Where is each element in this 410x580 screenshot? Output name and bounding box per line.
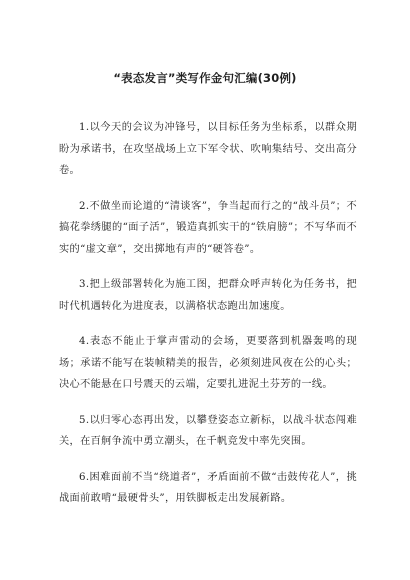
paragraph-4: 4.表态不能止于掌声雷动的会场，更要落到机器轰鸣的现场；承诺不能写在装帧精美的报告，必须刻进风夜在公的心头；决心不能悬在口号震天的云端，定要扎进泥土芬芳的一线。 (59, 336, 357, 390)
paragraph-3: 3.把上级部署转化为施工图，把群众呼声转化为任务书，把时代机遇转化为进度表，以满格状态跑出加速度。 (59, 279, 357, 312)
paragraph-5: 5.以归零心态再出发，以攀登姿态立新标，以战斗状态闯难关，在百舸争流中勇立潮头，在千帆竞发中率先突围。 (59, 414, 357, 447)
paragraph-2: 2.不做坐而论道的“清谈客”，争当起而行之的“战斗员”；不搞花拳绣腿的“面子活”，锻造真抓实干的“铁肩膀”；不写华而不实的“虚文章”，交出掷地有声的“硬答卷”。 (59, 200, 357, 255)
paragraph-6: 6.困难面前不当“绕道者”，矛盾面前不做“击鼓传花人”，挑战面前敢啃“最硬骨头”，用铁脚板走出发展新路。 (59, 471, 357, 504)
document-body (59, 117, 357, 524)
document-title: “表态发言”类写作金句汇编(30例) (113, 71, 297, 85)
paragraph-1: 1.以今天的会议为冲锋号，以目标任务为坐标系，以群众期盼为承诺书，在攻坚战场上立下军令状、吹响集结号、交出高分卷。 (59, 122, 357, 176)
